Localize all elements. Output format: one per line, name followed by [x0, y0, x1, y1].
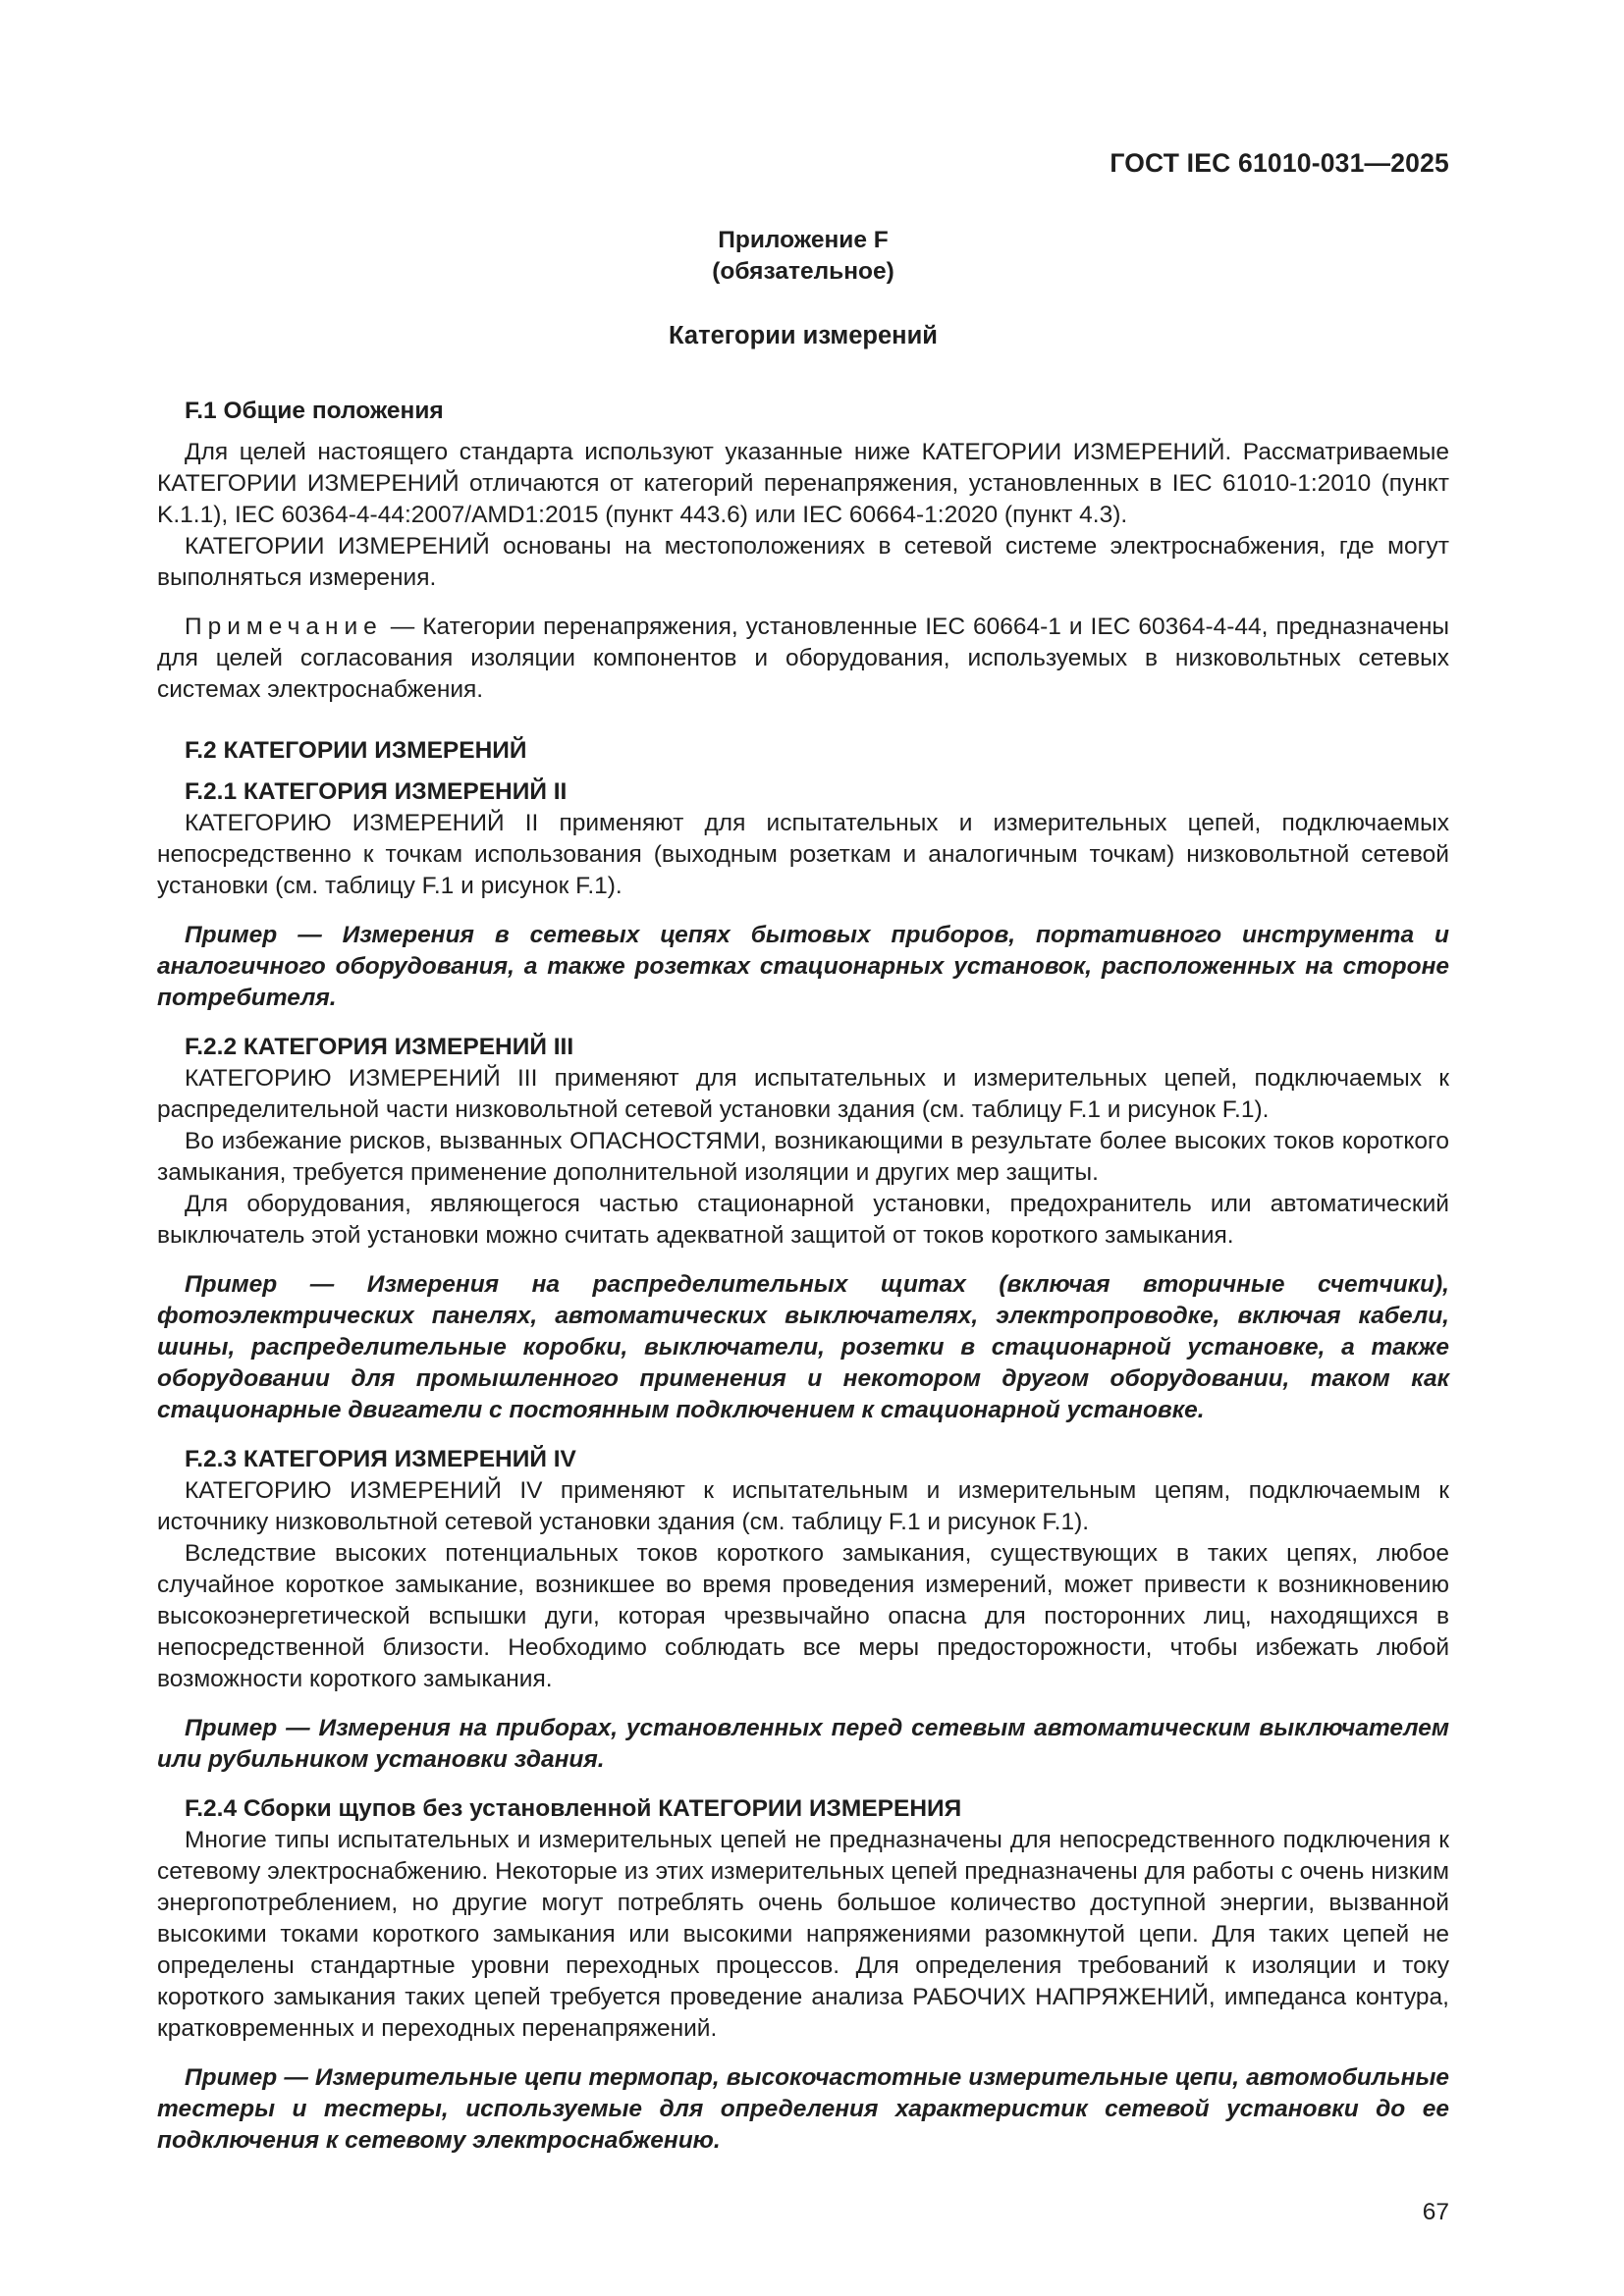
- annex-heading: Категории измерений: [669, 322, 938, 349]
- section-f2-heading: F.2 КАТЕГОРИИ ИЗМЕРЕНИЙ: [185, 737, 527, 764]
- page-number: 67: [1422, 2199, 1449, 2225]
- section-f21-example: Пример — Измерения в сетевых цепях бытовых приборов, портативного инструмента и аналогичного оборудования, а также розетках стационарных установок, расположенных на стороне потребителя.: [157, 922, 1449, 1011]
- section-f22-paragraph: Во избежание рисков, вызванных ОПАСНОСТЯМИ, возникающими в результате более высоких токов короткого замыкания, требуется применение дополнительной изоляции и других мер защиты.: [157, 1128, 1449, 1186]
- section-f1-paragraph: КАТЕГОРИИ ИЗМЕРЕНИЙ основаны на местоположениях в сетевой системе электроснабжения, где могут выполняться измерения.: [157, 533, 1449, 591]
- note-label: Примечание: [185, 614, 383, 640]
- section-f23-heading: F.2.3 КАТЕГОРИЯ ИЗМЕРЕНИЙ IV: [185, 1446, 576, 1472]
- section-f21-heading: F.2.1 КАТЕГОРИЯ ИЗМЕРЕНИЙ II: [185, 778, 568, 805]
- note: [157, 612, 1449, 706]
- document-page: [157, 0, 1449, 2296]
- section-f23-example: Пример — Измерения на приборах, установленных перед сетевым автоматическим выключателем или рубильником установки здания.: [157, 1715, 1449, 1773]
- note-text: — Категории перенапряжения, установленные IEC 60664-1 и IEC 60364-4-44, предназначены для целей согласования изоляции компонентов и оборудования, используемых в низковольтных сетевых системах электроснабжения.: [157, 614, 1449, 703]
- section-f1-paragraph: Для целей настоящего стандарта используют указанные ниже КАТЕГОРИИ ИЗМЕРЕНИЙ. Рассматриваемые КАТЕГОРИИ ИЗМЕРЕНИЙ отличаются от категорий перенапряжения, установленных в IEC 61010-1:2010 (пункт K.1.1), IEC 60364-4-44:2007/AMD1:2015 (пункт 443.6) или IEC 60664-1:2020 (пункт 4.3).: [157, 439, 1449, 528]
- section-f23-paragraph: КАТЕГОРИЮ ИЗМЕРЕНИЙ IV применяют к испытательным и измерительным цепям, подключаемым к источнику низковольтной сетевой установки здания (см. таблицу F.1 и рисунок F.1).: [157, 1477, 1449, 1535]
- document-code: ГОСТ IEC 61010-031—2025: [1110, 148, 1449, 178]
- section-f22-example: Пример — Измерения на распределительных щитах (включая вторичные счетчики), фотоэлектрических панелях, автоматических выключателях, электропроводке, включая кабели, шины, распределительные коробки, выключатели, розетки в стационарной установке, а также оборудовании для промышленного применения и некотором другом оборудовании, таком как стационарные двигатели с постоянным подключением к стационарной установке.: [157, 1271, 1449, 1423]
- section-f22-paragraph: Для оборудования, являющегося частью стационарной установки, предохранитель или автоматический выключатель этой установки можно считать адекватной защитой от токов короткого замыкания.: [157, 1191, 1449, 1249]
- section-f23-paragraph: Вследствие высоких потенциальных токов короткого замыкания, существующих в таких цепях, любое случайное короткое замыкание, возникшее во время проведения измерений, может привести к возникновению высокоэнергетической вспышки дуги, которая чрезвычайно опасна для посторонних лиц, находящихся в непосредственной близости. Необходимо соблюдать все меры предосторожности, чтобы избежать любой возможности короткого замыкания.: [157, 1540, 1449, 1692]
- document-body: [157, 396, 1449, 2157]
- section-f24-paragraph: Многие типы испытательных и измерительных цепей не предназначены для непосредственного подключения к сетевому электроснабжению. Некоторые из этих измерительных цепей предназначены для работы с очень низким энергопотреблением, но другие могут потреблять очень большое количество доступной энергии, вызванной высокими токами короткого замыкания или высокими напряжениями разомкнутой цепи. Для таких цепей не определены стандартные уровни переходных процессов. Для определения требований к изоляции и току короткого замыкания таких цепей требуется проведение анализа РАБОЧИХ НАПРЯЖЕНИЙ, импеданса контура, кратковременных и переходных перенапряжений.: [157, 1827, 1449, 2042]
- section-f21-paragraph: КАТЕГОРИЮ ИЗМЕРЕНИЙ II применяют для испытательных и измерительных цепей, подключаемых непосредственно к точкам использования (выходным розеткам и аналогичным точкам) низковольтной сетевой установки (см. таблицу F.1 и рисунок F.1).: [157, 810, 1449, 899]
- section-f1-heading: F.1 Общие положения: [185, 398, 444, 424]
- annex-title: Приложение F: [718, 227, 889, 253]
- annex-status: (обязательное): [712, 258, 894, 285]
- section-f22-paragraph: КАТЕГОРИЮ ИЗМЕРЕНИЙ III применяют для испытательных и измерительных цепей, подключаемых к распределительной части низковольтной сетевой установки здания (см. таблицу F.1 и рисунок F.1).: [157, 1065, 1449, 1123]
- section-f22-heading: F.2.2 КАТЕГОРИЯ ИЗМЕРЕНИЙ III: [185, 1034, 574, 1060]
- section-f24-example: Пример — Измерительные цепи термопар, высокочастотные измерительные цепи, автомобильные тестеры и тестеры, используемые для определения характеристик сетевой установки до ее подключения к сетевому электроснабжению.: [157, 2064, 1449, 2154]
- section-f24-heading: F.2.4 Сборки щупов без установленной КАТЕГОРИИ ИЗМЕРЕНИЯ: [185, 1795, 962, 1822]
